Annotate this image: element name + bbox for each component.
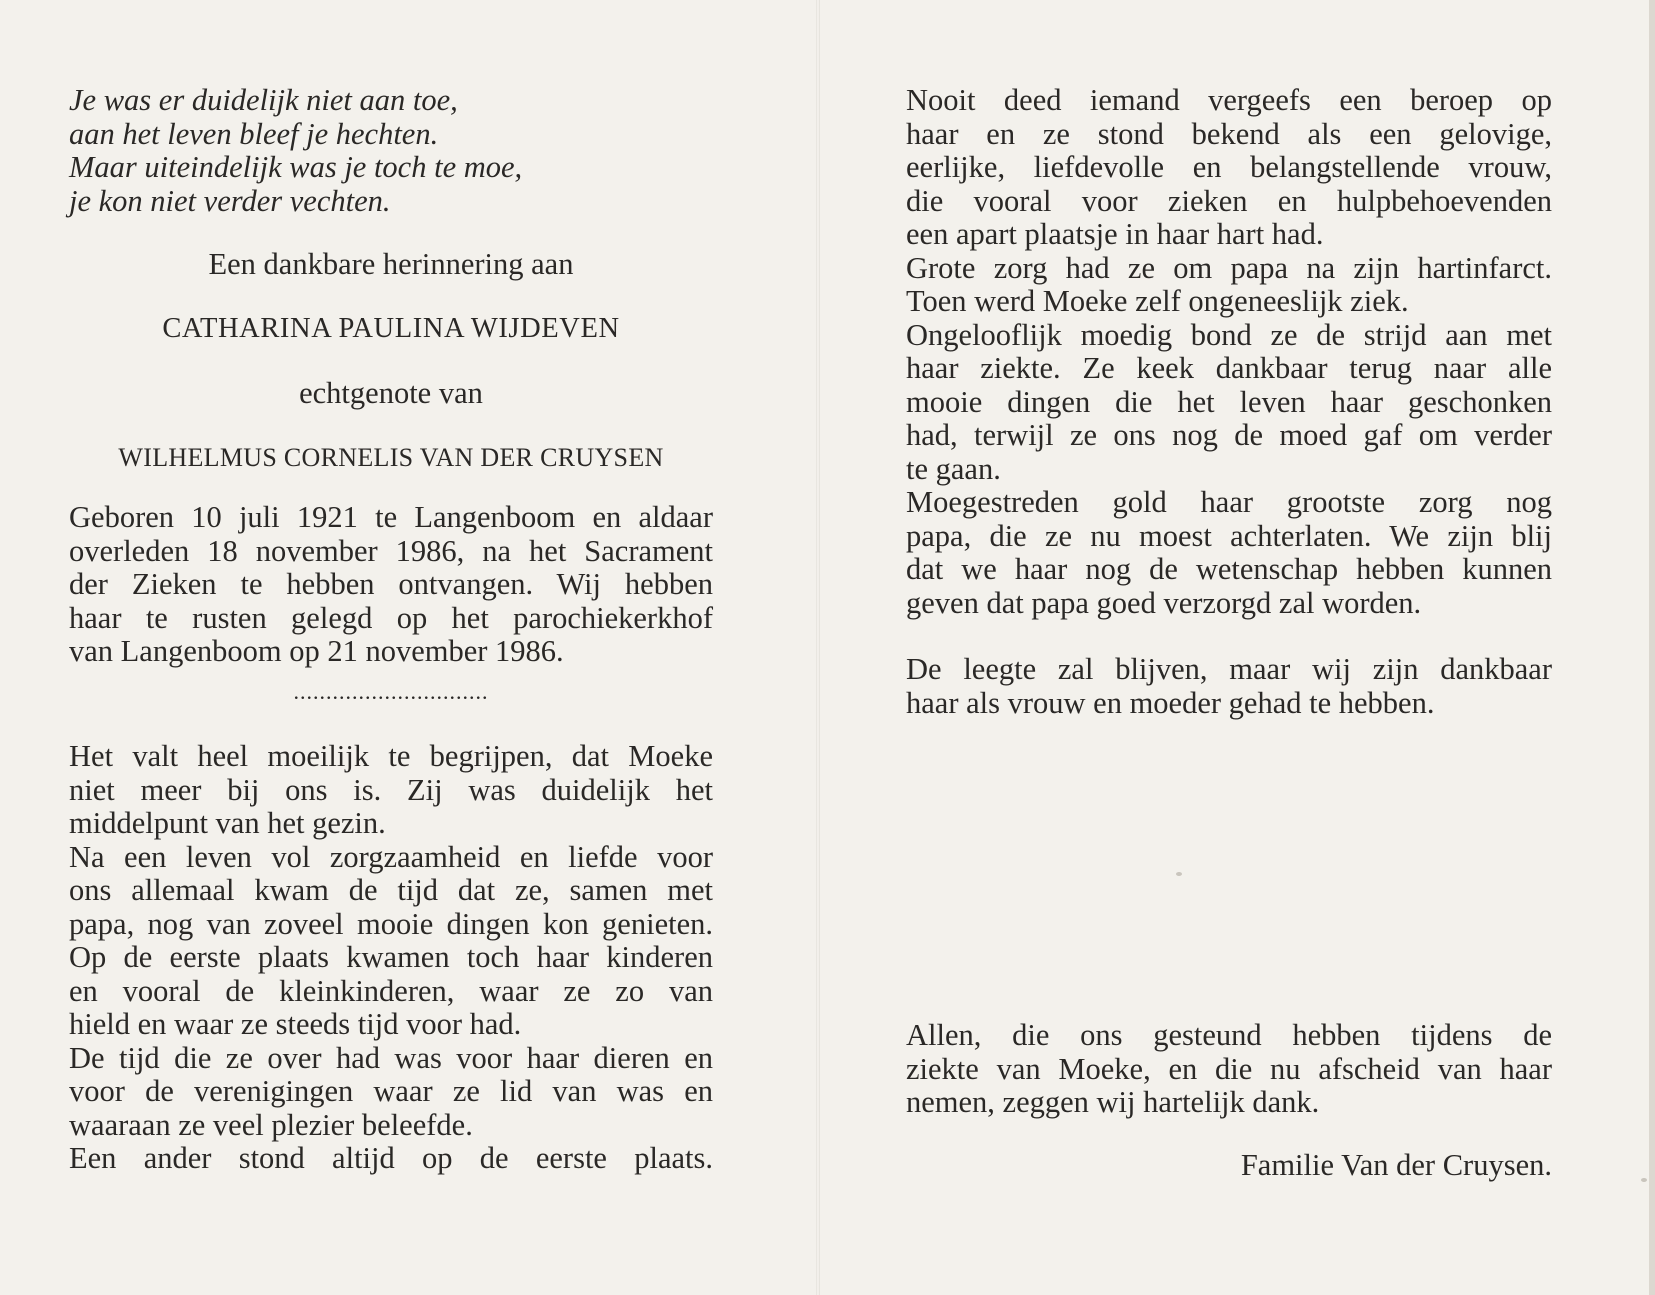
character-paragraph <box>906 84 1552 620</box>
text-line: had, terwijl ze ons nog de moed gaf om verder <box>906 418 1552 452</box>
text-line: eerlijke, liefdevolle en belangstellende vrouw, <box>906 150 1552 184</box>
text-line: niet meer bij ons is. Zij was duidelijk het <box>69 772 713 807</box>
text-line: een apart plaatsje in haar hart had. <box>906 217 1324 251</box>
poem-line: aan het leven bleef je hechten. <box>69 116 439 151</box>
text-line: dat we haar nog de wetenschap hebben kunnen <box>906 552 1552 586</box>
text-line: te gaan. <box>906 451 1001 486</box>
family-signature: Familie Van der Cruysen. <box>1240 1148 1552 1182</box>
poem-line: Maar uiteindelijk was je toch te moe, <box>69 150 523 184</box>
text-line: Geboren 10 juli 1921 te Langenboom en aldaar <box>69 500 713 534</box>
text-line: Op de eerste plaats kwamen toch haar kinderen <box>69 940 713 974</box>
birth-paragraph <box>69 501 713 669</box>
text-line: die vooral voor zieken en hulpbehoevenden <box>906 183 1552 218</box>
poem <box>69 84 713 218</box>
text-line: haar als vrouw en moeder gehad te hebben. <box>906 685 1435 720</box>
text-line: Ongelooflijk moedig bond ze de strijd aan met <box>906 317 1552 352</box>
right-page <box>906 84 1552 720</box>
text-line: nemen, zeggen wij hartelijk dank. <box>906 1085 1320 1119</box>
text-line: waaraan ze veel plezier beleefde. <box>69 1107 473 1142</box>
text-line: en vooral de kleinkinderen, waar ze zo van <box>69 973 713 1008</box>
text-line: De leegte zal blijven, maar wij zijn dankbaar <box>906 652 1552 686</box>
text-line: De tijd die ze over had was voor haar dieren en <box>69 1040 713 1075</box>
text-line: Na een leven vol zorgzaamheid en liefde voor <box>69 839 713 874</box>
life-paragraph <box>69 740 713 1176</box>
text-line: voor de verenigingen waar ze lid van was en <box>69 1074 713 1108</box>
text-line: geven dat papa goed verzorgd zal worden. <box>906 585 1422 620</box>
text-line: Toen werd Moeke zelf ongeneeslijk ziek. <box>906 284 1409 318</box>
text-line: Het valt heel moeilijk te begrijpen, dat Moeke <box>69 739 713 773</box>
deceased-name: CATHARINA PAULINA WIJDEVEN <box>162 312 620 344</box>
text-line: haar ziekte. Ze keek dankbaar terug naar alle <box>906 351 1552 385</box>
text-line: middelpunt van het gezin. <box>69 806 386 840</box>
text-line: ons allemaal kwam de tijd dat ze, samen met <box>69 873 713 907</box>
text-line: hield en waar ze steeds tijd voor had. <box>69 1007 522 1041</box>
closing-paragraph <box>906 653 1552 720</box>
text-line: papa, nog van zoveel mooie dingen kon genieten. <box>69 906 713 941</box>
card-fold <box>816 0 820 1295</box>
paper-speck <box>1176 872 1182 876</box>
poem-line: Je was er duidelijk niet aan toe, <box>69 83 458 117</box>
text-line: Moegestreden gold haar grootste zorg nog <box>906 485 1552 519</box>
left-page <box>69 84 713 1176</box>
text-line: haar te rusten gelegd op het parochiekerkhof <box>69 600 713 635</box>
text-line: overleden 18 november 1986, na het Sacrament <box>69 533 713 568</box>
text-line: ziekte van Moeke, en die nu afscheid van haar <box>906 1051 1552 1086</box>
spouse-name: WILHELMUS CORNELIS VAN DER CRUYSEN <box>118 442 664 472</box>
text-line: Nooit deed iemand vergeefs een beroep op <box>906 83 1552 117</box>
text-line: van Langenboom op 21 november 1986. <box>69 634 564 668</box>
text-line: Allen, die ons gesteund hebben tijdens de <box>906 1018 1552 1052</box>
text-line: Grote zorg had ze om papa na zijn hartinfarct. <box>906 250 1552 285</box>
dotted-separator: .............................. <box>293 678 489 704</box>
text-line: Een ander stond altijd op de eerste plaats. <box>69 1141 713 1175</box>
thanks-paragraph <box>906 1019 1552 1120</box>
intro-text: Een dankbare herinnering aan <box>208 247 574 281</box>
poem-line: je kon niet verder vechten. <box>69 183 391 218</box>
text-line: mooie dingen die het leven haar geschonken <box>906 384 1552 419</box>
text-line: haar en ze stond bekend als een gelovige, <box>906 116 1552 151</box>
text-line: papa, die ze nu moest achterlaten. We zijn blij <box>906 518 1552 553</box>
paper-speck <box>1641 1178 1647 1182</box>
text-line: der Zieken te hebben ontvangen. Wij hebben <box>69 567 713 601</box>
spouse-label: echtgenote van <box>299 376 483 410</box>
